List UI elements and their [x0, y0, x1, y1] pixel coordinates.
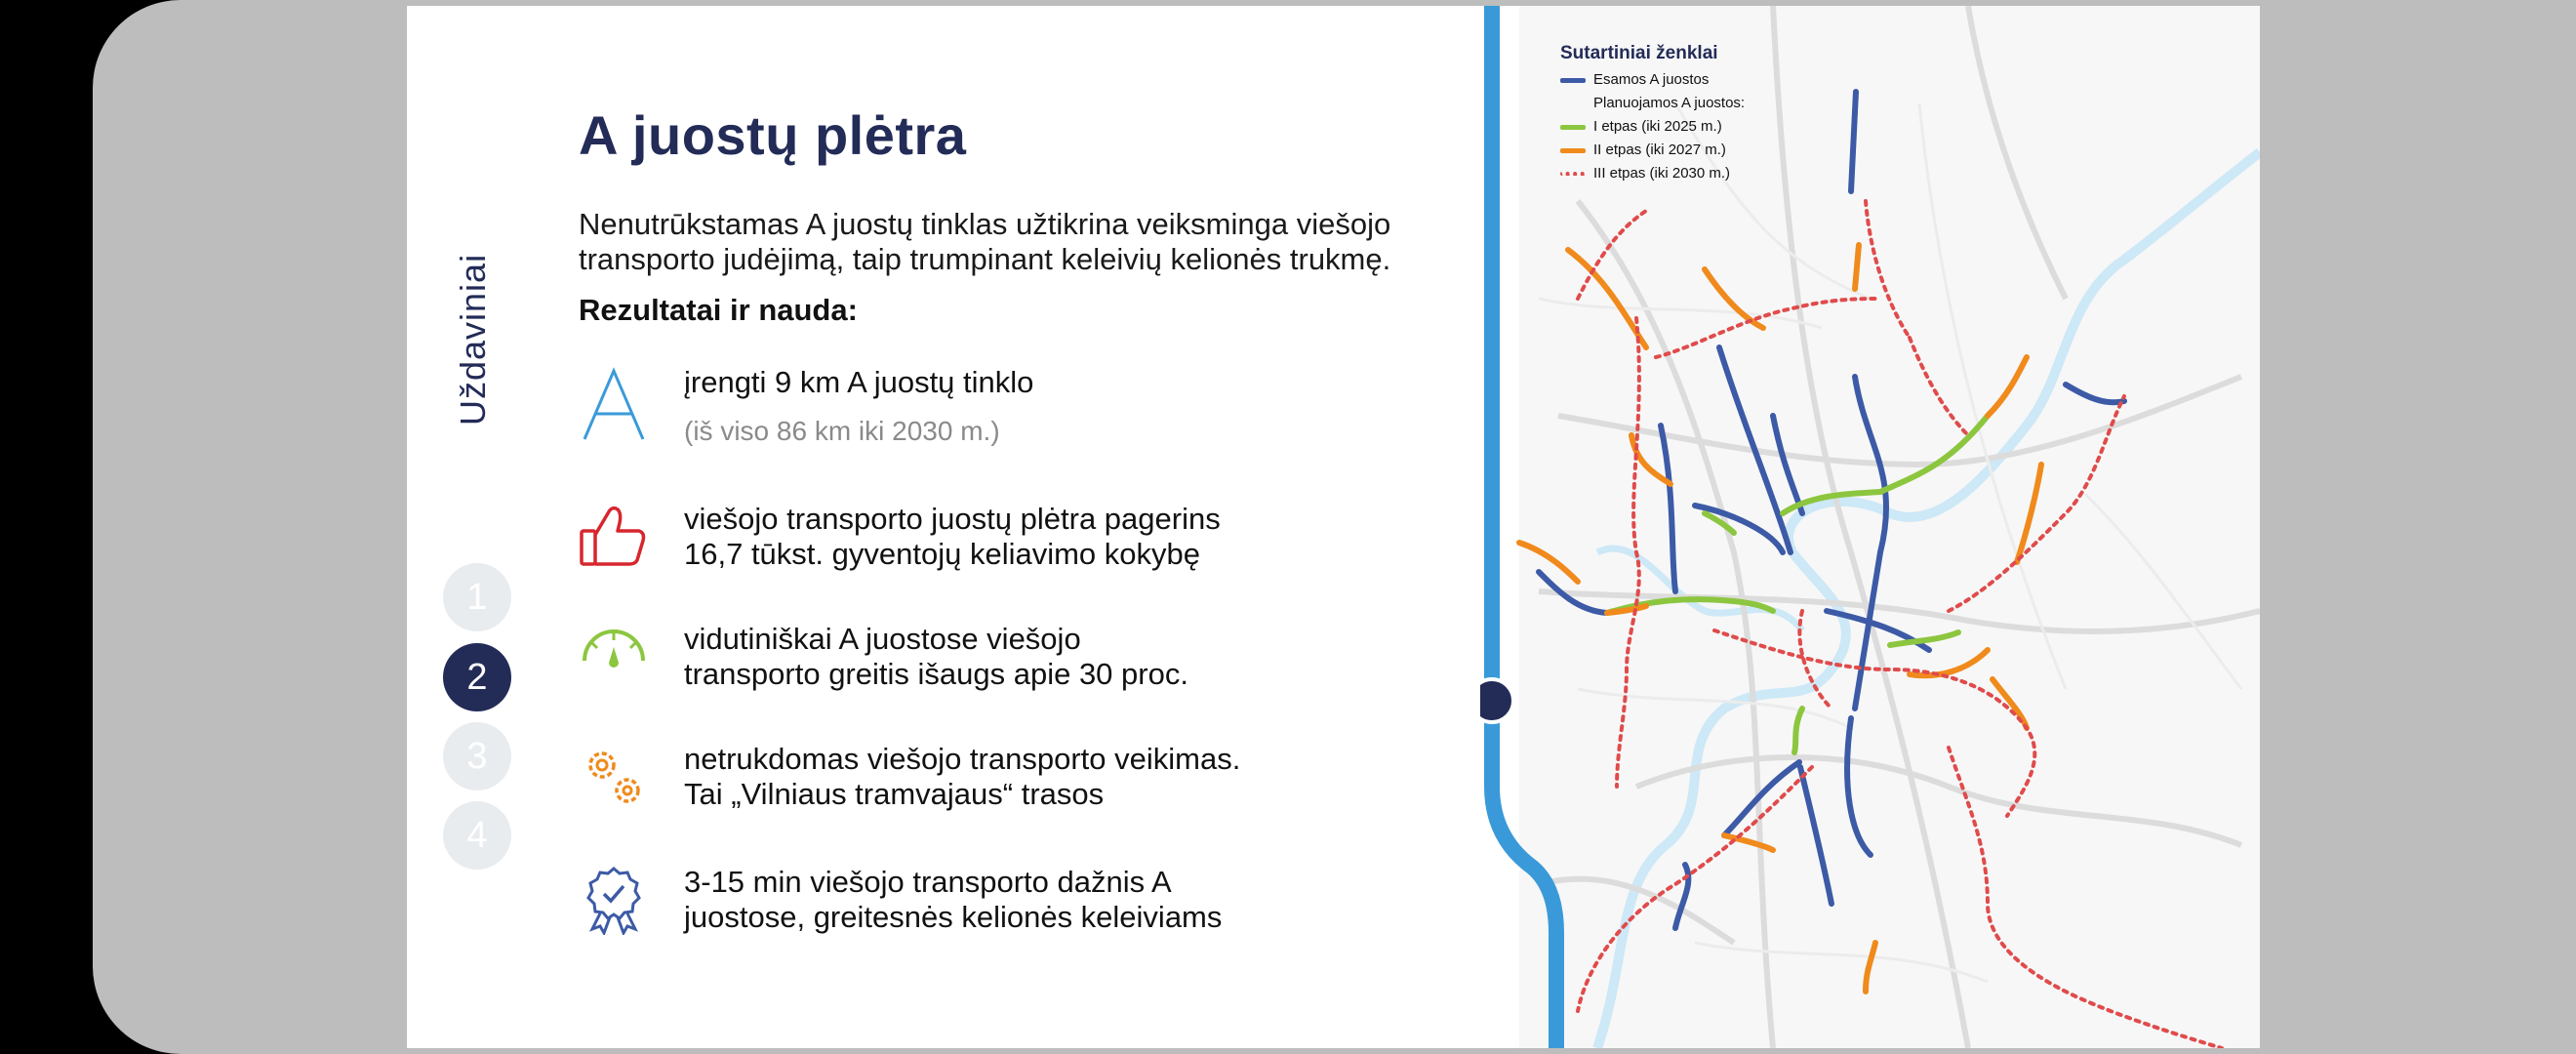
- gears-icon: [579, 742, 649, 812]
- section-label: Uždaviniai: [453, 253, 493, 426]
- step-2-button[interactable]: 2: [443, 643, 511, 711]
- intro-paragraph: Nenutrūkstamas A juostų tinklas užtikrina veiksminga viešojo transporto judėjimą, taip trumpinant keleivių kelionės trukmę.: [579, 207, 1391, 276]
- benefit-text-line2: juostose, greitesnės kelionės keleiviams: [684, 900, 1223, 934]
- benefit-subtext: (iš viso 86 km iki 2030 m.): [684, 416, 1000, 446]
- step-4-button[interactable]: 4: [443, 801, 511, 870]
- speedometer-icon: [579, 622, 649, 692]
- stage3-swatch: [1560, 172, 1586, 176]
- benefit-text-line1: viešojo transporto juostų plėtra pagerins: [684, 502, 1221, 536]
- benefit-item: [579, 502, 1457, 580]
- map-legend: [1560, 43, 1794, 185]
- stage2-swatch: [1560, 148, 1586, 153]
- presentation-slide: [407, 6, 2260, 1048]
- page-title: A juostų plėtra: [579, 104, 967, 166]
- step-1-button[interactable]: 1: [443, 563, 511, 631]
- existing-lane-swatch: [1560, 78, 1586, 83]
- legend-title: Sutartiniai ženklai: [1560, 43, 1718, 63]
- legend-stage2: [1560, 139, 1794, 162]
- legend-stage2-label: II etpas (iki 2027 m.): [1593, 142, 1726, 158]
- benefit-text-line2: transporto greitis išaugs apie 30 proc.: [684, 657, 1188, 691]
- step-3-button[interactable]: 3: [443, 722, 511, 790]
- award-badge-icon: [579, 865, 649, 935]
- benefit-text-line1: netrukdomas viešojo transporto veikimas.: [684, 742, 1241, 776]
- results-heading: Rezultatai ir nauda:: [579, 293, 858, 327]
- legend-planned-heading: [1560, 92, 1794, 115]
- legend-existing-label: Esamos A juostos: [1593, 71, 1710, 88]
- benefit-item: [579, 622, 1457, 700]
- benefit-item: [579, 742, 1457, 820]
- benefit-item: [579, 365, 1457, 446]
- stage1-swatch: [1560, 125, 1586, 130]
- benefit-text-line2: Tai „Vilniaus tramvajaus“ trasos: [684, 777, 1105, 811]
- benefit-text-line1: vidutiniškai A juostose viešojo: [684, 622, 1081, 656]
- benefit-text-line2: 16,7 tūkst. gyventojų keliavimo kokybę: [684, 537, 1200, 571]
- benefit-text-line1: 3-15 min viešojo transporto dažnis A: [684, 865, 1172, 899]
- benefit-text: įrengti 9 km A juostų tinklo: [684, 365, 1034, 399]
- thumbs-up-icon: [579, 502, 649, 572]
- letter-a-icon: [579, 365, 649, 435]
- legend-stage1: [1560, 115, 1794, 139]
- legend-stage3: [1560, 162, 1794, 185]
- legend-existing: [1560, 68, 1794, 92]
- benefit-item: [579, 865, 1457, 943]
- legend-planned-label: Planuojamos A juostos:: [1593, 95, 1746, 111]
- legend-stage3-label: III etpas (iki 2030 m.): [1593, 165, 1731, 182]
- legend-stage1-label: I etpas (iki 2025 m.): [1593, 118, 1722, 135]
